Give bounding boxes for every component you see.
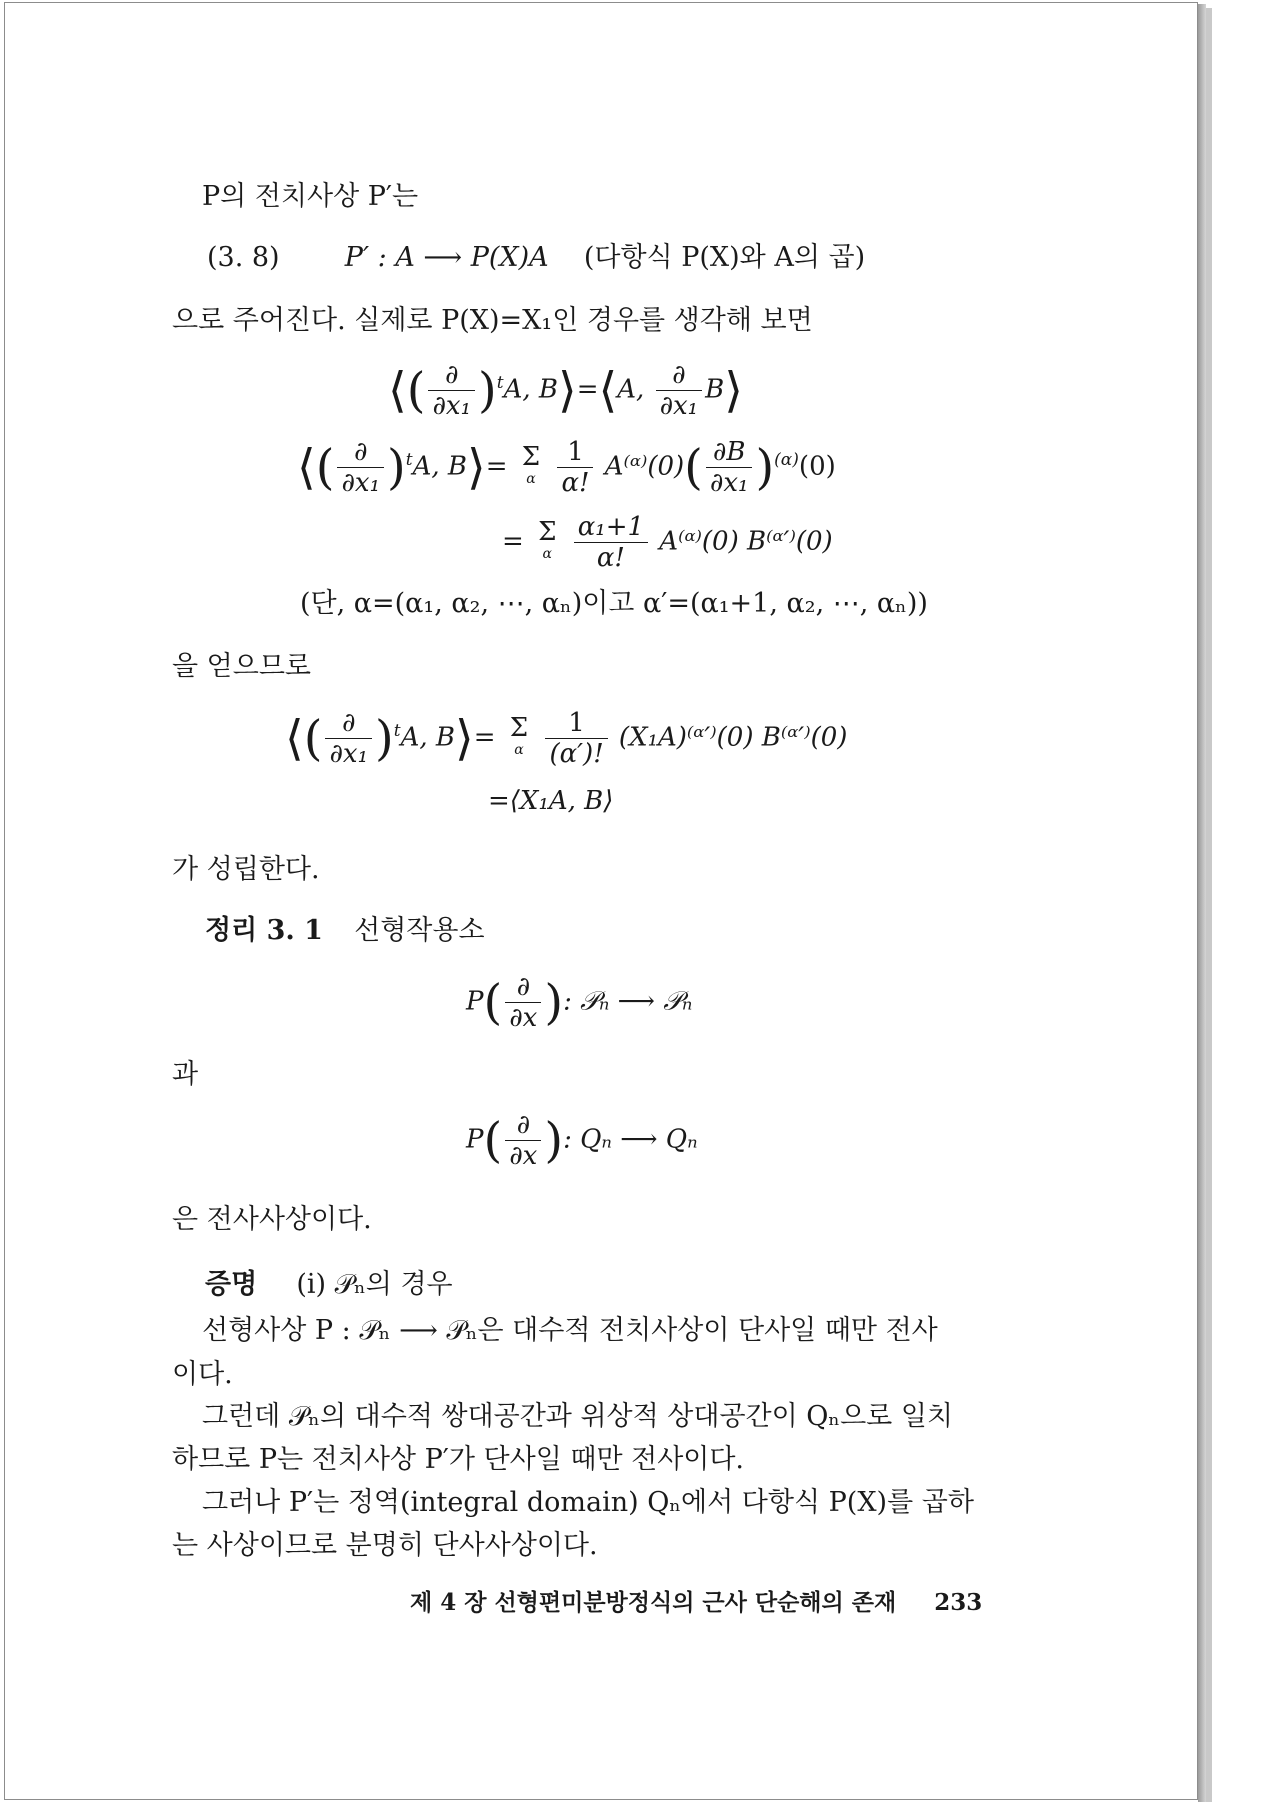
- equation-3-8: [207, 241, 865, 275]
- display-equation-4-line-2: =⟨X₁A, B⟩: [488, 786, 614, 816]
- text-after-2: 가 성립한다.: [172, 854, 320, 885]
- running-footer: [410, 1584, 982, 1617]
- proof-case: (i) 𝒫ₙ의 경우: [296, 1269, 453, 1300]
- page-number: 233: [934, 1589, 983, 1616]
- theorem-heading: [205, 914, 485, 948]
- theorem-map-2: P( $\frac{\partial}{\partial x}$ ): Qₙ ⟶ Qₙ: [466, 1110, 698, 1171]
- text-after-1: 을 얻으므로: [172, 651, 311, 682]
- proof-heading: [205, 1268, 453, 1302]
- theorem-map-1: P( $\frac{\partial}{\partial x}$ ): 𝒫ₙ ⟶ 𝒫ₙ: [466, 972, 693, 1033]
- proof-paragraph-1a: 선형사상 P : 𝒫ₙ ⟶ 𝒫ₙ은 대수적 전치사상이 단사일 때만 전사: [202, 1315, 938, 1346]
- intro-line-1: P의 전치사상 P′는: [202, 181, 419, 212]
- proof-paragraph-3a: 그러나 P′는 정역(integral domain) Qₙ에서 다항식 P(X)를 곱하: [202, 1487, 974, 1518]
- equation-body: P′ : A ⟶ P(X)A: [344, 242, 549, 273]
- proof-label: 증명: [205, 1269, 258, 1300]
- display-equation-3: = Σ α $\frac{\text{α₁+1}}{\alpha!}$ A⁽ᵅ⁾(0) B⁽ᵅ′⁾(0): [502, 512, 833, 573]
- proof-paragraph-1b: 이다.: [172, 1359, 233, 1390]
- theorem-title: 선형작용소: [354, 915, 485, 946]
- display-note: (단, α=(α₁, α₂, ⋯, αₙ)이고 α′=(α₁+1, α₂, ⋯, αₙ)): [300, 588, 928, 619]
- proof-paragraph-2a: 그런데 𝒫ₙ의 대수적 쌍대공간과 위상적 상대공간이 Qₙ으로 일치: [202, 1401, 954, 1432]
- proof-paragraph-3b: 는 사상이므로 분명히 단사사상이다.: [172, 1530, 598, 1561]
- equation-note: (다항식 P(X)와 A의 곱): [583, 242, 866, 273]
- display-equation-2: ⟨( $\frac{\partial}{\text{∂x₁}}$ )$^t$A, B⟩= Σ α $\frac{1}{\alpha!}$ A⁽ᵅ⁾(0)( $\frac{\partial B}{\text{∂x₁}}$ )$^{(\alpha)}$(0): [297, 437, 836, 498]
- page-edge-inner: [1206, 8, 1212, 1802]
- equation-label: (3. 8): [207, 242, 280, 273]
- proof-paragraph-2b: 하므로 P는 전치사상 P′가 단사일 때만 전사이다.: [172, 1444, 745, 1475]
- page-edge: [1198, 4, 1206, 1802]
- intro-line-2: 으로 주어진다. 실제로 P(X)=X₁인 경우를 생각해 보면: [172, 305, 813, 336]
- theorem-label: 정리 3. 1: [205, 915, 323, 946]
- theorem-conclusion: 은 전사사상이다.: [172, 1204, 372, 1235]
- footer-chapter: 제 4 장 선형편미분방정식의 근사 단순해의 존재: [410, 1589, 897, 1616]
- display-equation-4: ⟨( $\frac{\partial}{\text{∂x₁}}$ )$^t$A, B⟩= Σ α $\frac{1}{(\alpha')!}$ (X₁A)⁽ᵅ′⁾(0) B⁽ᵅ′⁾(0): [285, 708, 848, 769]
- display-equation-1: ⟨( $\frac{\partial}{\text{∂x₁}}$ )$^t$A, B⟩=⟨A, $\frac{\partial}{\text{∂x₁}}$ B⟩: [388, 360, 743, 421]
- theorem-and: 과: [172, 1059, 199, 1090]
